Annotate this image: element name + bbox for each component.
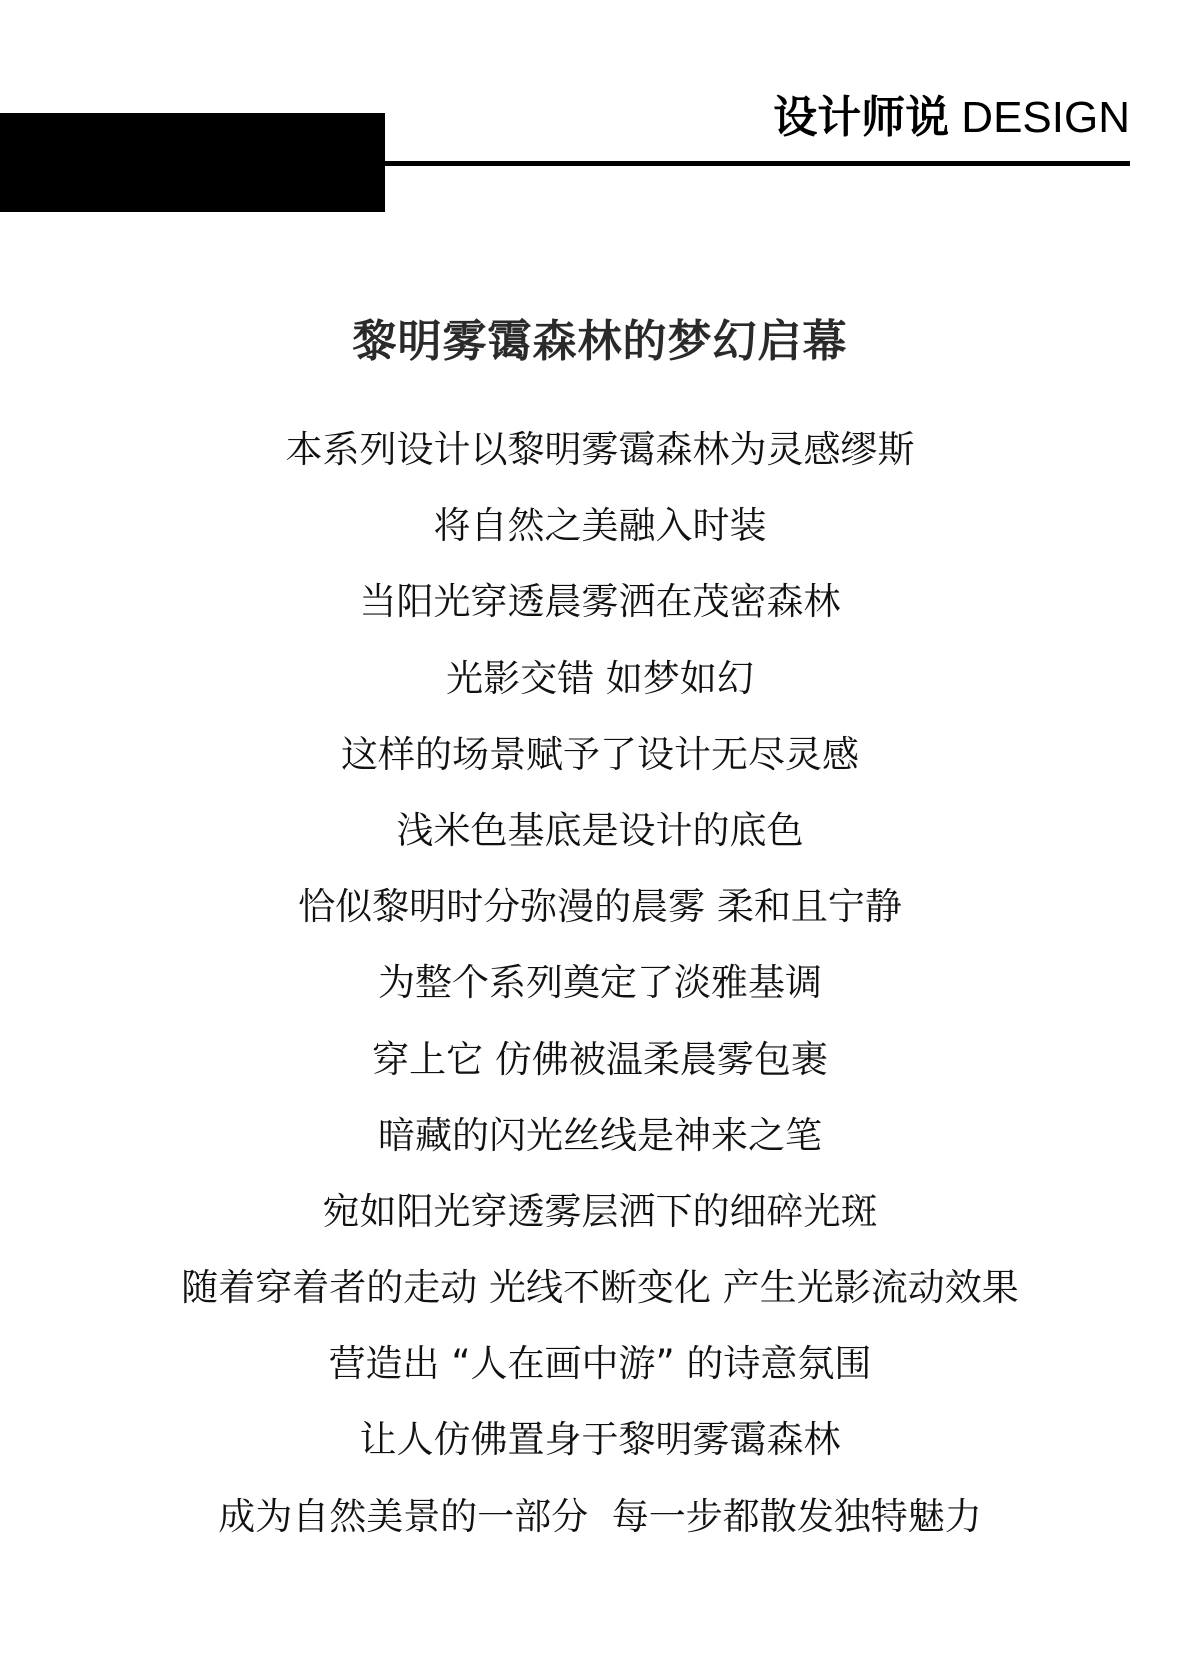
designer-statement	[0, 420, 1200, 1563]
statement-line: 随着穿着者的走动 光线不断变化 产生光影流动效果	[181, 1266, 1019, 1310]
section-header	[773, 88, 1130, 148]
statement-line: 这样的场景赋予了设计无尽灵感	[341, 732, 859, 776]
statement-line: 让人仿佛置身于黎明雾霭森林	[359, 1418, 841, 1462]
statement-line: 成为自然美景的一部分 每一步都散发独特魅力	[218, 1494, 982, 1538]
statement-line: 将自然之美融入时装	[433, 504, 767, 548]
statement-line: 恰似黎明时分弥漫的晨雾 柔和且宁静	[298, 885, 902, 929]
statement-line: 本系列设计以黎明雾霭森林为灵感缪斯	[285, 428, 915, 471]
section-header-en: DESIGN	[961, 93, 1130, 142]
page-title: 黎明雾霭森林的梦幻启幕	[352, 316, 848, 367]
statement-line: 宛如阳光穿透雾层洒下的细碎光斑	[322, 1189, 878, 1233]
section-header-cn: 设计师说	[773, 92, 950, 143]
statement-line: 穿上它 仿佛被温柔晨雾包裹	[372, 1037, 828, 1081]
black-accent-block	[0, 113, 385, 212]
statement-line: 浅米色基底是设计的底色	[396, 808, 804, 852]
statement-line: 营造出 “人在画中游” 的诗意氛围	[328, 1342, 872, 1386]
statement-line: 为整个系列奠定了淡雅基调	[378, 961, 822, 1005]
statement-line: 暗藏的闪光丝线是神来之笔	[378, 1113, 822, 1157]
header-divider-line	[385, 161, 1130, 166]
statement-line: 当阳光穿透晨雾洒在茂密森林	[359, 580, 841, 624]
statement-line: 光影交错 如梦如幻	[446, 656, 754, 700]
